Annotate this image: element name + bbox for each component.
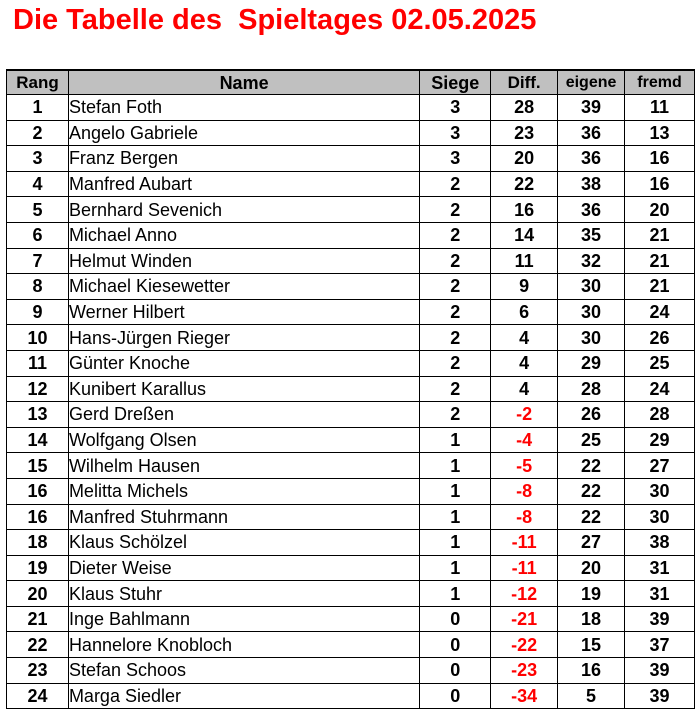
row-diff: -11 bbox=[491, 530, 558, 556]
row-own-points: 38 bbox=[558, 171, 625, 197]
row-opponent-points: 31 bbox=[625, 555, 695, 581]
row-own-points: 5 bbox=[558, 683, 625, 709]
row-diff: 23 bbox=[491, 120, 558, 146]
row-opponent-points: 25 bbox=[625, 350, 695, 376]
row-diff: -21 bbox=[491, 606, 558, 632]
row-wins: 2 bbox=[420, 376, 491, 402]
row-rank: 24 bbox=[7, 683, 69, 709]
row-wins: 1 bbox=[420, 504, 491, 530]
table-row bbox=[7, 325, 695, 351]
row-rank: 18 bbox=[7, 530, 69, 556]
row-wins: 0 bbox=[420, 658, 491, 684]
row-opponent-points: 16 bbox=[625, 146, 695, 172]
row-name: Kunibert Karallus bbox=[68, 376, 419, 402]
row-name: Hannelore Knobloch bbox=[68, 632, 419, 658]
row-diff: 6 bbox=[491, 299, 558, 325]
table-row bbox=[7, 683, 695, 709]
row-opponent-points: 26 bbox=[625, 325, 695, 351]
row-name: Marga Siedler bbox=[68, 683, 419, 709]
row-name: Michael Kiesewetter bbox=[68, 274, 419, 300]
row-name: Stefan Schoos bbox=[68, 658, 419, 684]
table-row bbox=[7, 453, 695, 479]
row-own-points: 35 bbox=[558, 222, 625, 248]
row-diff: 4 bbox=[491, 325, 558, 351]
row-opponent-points: 27 bbox=[625, 453, 695, 479]
row-opponent-points: 21 bbox=[625, 248, 695, 274]
table-row bbox=[7, 478, 695, 504]
row-diff: -34 bbox=[491, 683, 558, 709]
row-own-points: 28 bbox=[558, 376, 625, 402]
row-diff: 14 bbox=[491, 222, 558, 248]
row-opponent-points: 31 bbox=[625, 581, 695, 607]
row-diff: 4 bbox=[491, 376, 558, 402]
row-opponent-points: 37 bbox=[625, 632, 695, 658]
header-row bbox=[7, 70, 695, 95]
row-opponent-points: 11 bbox=[625, 95, 695, 121]
row-opponent-points: 39 bbox=[625, 683, 695, 709]
row-own-points: 22 bbox=[558, 453, 625, 479]
table-row bbox=[7, 427, 695, 453]
row-wins: 2 bbox=[420, 299, 491, 325]
row-own-points: 36 bbox=[558, 146, 625, 172]
row-opponent-points: 24 bbox=[625, 299, 695, 325]
row-own-points: 30 bbox=[558, 325, 625, 351]
table-row bbox=[7, 632, 695, 658]
row-rank: 15 bbox=[7, 453, 69, 479]
row-opponent-points: 13 bbox=[625, 120, 695, 146]
table-row bbox=[7, 555, 695, 581]
row-rank: 10 bbox=[7, 325, 69, 351]
row-wins: 1 bbox=[420, 581, 491, 607]
row-name: Wilhelm Hausen bbox=[68, 453, 419, 479]
table-row bbox=[7, 171, 695, 197]
row-rank: 20 bbox=[7, 581, 69, 607]
row-own-points: 22 bbox=[558, 504, 625, 530]
page-title: Die Tabelle des Spieltages 02.05.2025 bbox=[13, 4, 537, 36]
row-own-points: 16 bbox=[558, 658, 625, 684]
row-opponent-points: 24 bbox=[625, 376, 695, 402]
row-wins: 0 bbox=[420, 606, 491, 632]
row-own-points: 25 bbox=[558, 427, 625, 453]
row-wins: 2 bbox=[420, 274, 491, 300]
column-header-name: Name bbox=[68, 70, 419, 95]
row-rank: 23 bbox=[7, 658, 69, 684]
table-row bbox=[7, 274, 695, 300]
row-diff: -8 bbox=[491, 504, 558, 530]
row-wins: 1 bbox=[420, 478, 491, 504]
row-name: Angelo Gabriele bbox=[68, 120, 419, 146]
row-wins: 1 bbox=[420, 555, 491, 581]
row-name: Klaus Schölzel bbox=[68, 530, 419, 556]
row-wins: 1 bbox=[420, 530, 491, 556]
row-wins: 0 bbox=[420, 632, 491, 658]
row-own-points: 18 bbox=[558, 606, 625, 632]
row-rank: 6 bbox=[7, 222, 69, 248]
column-header-fremd: fremd bbox=[625, 70, 695, 95]
row-diff: -22 bbox=[491, 632, 558, 658]
row-diff: 4 bbox=[491, 350, 558, 376]
table-row bbox=[7, 197, 695, 223]
row-own-points: 39 bbox=[558, 95, 625, 121]
row-own-points: 26 bbox=[558, 402, 625, 428]
row-name: Wolfgang Olsen bbox=[68, 427, 419, 453]
row-wins: 2 bbox=[420, 197, 491, 223]
row-own-points: 20 bbox=[558, 555, 625, 581]
row-own-points: 15 bbox=[558, 632, 625, 658]
table-row bbox=[7, 376, 695, 402]
row-diff: 22 bbox=[491, 171, 558, 197]
row-opponent-points: 21 bbox=[625, 274, 695, 300]
table-row bbox=[7, 504, 695, 530]
row-rank: 2 bbox=[7, 120, 69, 146]
row-opponent-points: 29 bbox=[625, 427, 695, 453]
row-rank: 12 bbox=[7, 376, 69, 402]
row-rank: 13 bbox=[7, 402, 69, 428]
row-wins: 2 bbox=[420, 248, 491, 274]
row-name: Bernhard Sevenich bbox=[68, 197, 419, 223]
row-opponent-points: 39 bbox=[625, 658, 695, 684]
row-rank: 4 bbox=[7, 171, 69, 197]
row-opponent-points: 39 bbox=[625, 606, 695, 632]
table-row bbox=[7, 402, 695, 428]
row-wins: 1 bbox=[420, 427, 491, 453]
row-rank: 7 bbox=[7, 248, 69, 274]
row-diff: 20 bbox=[491, 146, 558, 172]
row-own-points: 22 bbox=[558, 478, 625, 504]
standings-table bbox=[6, 69, 695, 709]
row-wins: 3 bbox=[420, 146, 491, 172]
row-name: Gerd Dreßen bbox=[68, 402, 419, 428]
table-row bbox=[7, 530, 695, 556]
row-wins: 3 bbox=[420, 95, 491, 121]
row-rank: 9 bbox=[7, 299, 69, 325]
row-diff: -11 bbox=[491, 555, 558, 581]
row-rank: 22 bbox=[7, 632, 69, 658]
table-body bbox=[7, 95, 695, 709]
row-own-points: 30 bbox=[558, 274, 625, 300]
row-name: Stefan Foth bbox=[68, 95, 419, 121]
row-opponent-points: 16 bbox=[625, 171, 695, 197]
table-row bbox=[7, 350, 695, 376]
row-own-points: 36 bbox=[558, 120, 625, 146]
row-name: Hans-Jürgen Rieger bbox=[68, 325, 419, 351]
row-name: Dieter Weise bbox=[68, 555, 419, 581]
row-wins: 3 bbox=[420, 120, 491, 146]
row-rank: 16 bbox=[7, 478, 69, 504]
row-rank: 14 bbox=[7, 427, 69, 453]
row-own-points: 32 bbox=[558, 248, 625, 274]
table-row bbox=[7, 120, 695, 146]
column-header-diff: Diff. bbox=[491, 70, 558, 95]
row-diff: 11 bbox=[491, 248, 558, 274]
row-opponent-points: 21 bbox=[625, 222, 695, 248]
row-diff: -12 bbox=[491, 581, 558, 607]
row-name: Inge Bahlmann bbox=[68, 606, 419, 632]
row-rank: 8 bbox=[7, 274, 69, 300]
table-row bbox=[7, 658, 695, 684]
table-row bbox=[7, 299, 695, 325]
row-opponent-points: 30 bbox=[625, 478, 695, 504]
row-own-points: 30 bbox=[558, 299, 625, 325]
row-wins: 2 bbox=[420, 402, 491, 428]
row-diff: -5 bbox=[491, 453, 558, 479]
row-name: Manfred Stuhrmann bbox=[68, 504, 419, 530]
table-row bbox=[7, 606, 695, 632]
row-name: Günter Knoche bbox=[68, 350, 419, 376]
row-own-points: 19 bbox=[558, 581, 625, 607]
row-rank: 16 bbox=[7, 504, 69, 530]
table-header bbox=[7, 70, 695, 95]
row-wins: 2 bbox=[420, 325, 491, 351]
row-name: Werner Hilbert bbox=[68, 299, 419, 325]
row-own-points: 27 bbox=[558, 530, 625, 556]
table-row bbox=[7, 222, 695, 248]
table-row bbox=[7, 581, 695, 607]
row-name: Klaus Stuhr bbox=[68, 581, 419, 607]
row-diff: 9 bbox=[491, 274, 558, 300]
row-wins: 2 bbox=[420, 222, 491, 248]
table-row bbox=[7, 146, 695, 172]
table-row bbox=[7, 95, 695, 121]
row-opponent-points: 30 bbox=[625, 504, 695, 530]
column-header-eigene: eigene bbox=[558, 70, 625, 95]
row-name: Franz Bergen bbox=[68, 146, 419, 172]
row-name: Manfred Aubart bbox=[68, 171, 419, 197]
row-rank: 11 bbox=[7, 350, 69, 376]
row-rank: 19 bbox=[7, 555, 69, 581]
row-rank: 21 bbox=[7, 606, 69, 632]
column-header-siege: Siege bbox=[420, 70, 491, 95]
row-diff: -23 bbox=[491, 658, 558, 684]
row-opponent-points: 28 bbox=[625, 402, 695, 428]
row-diff: 28 bbox=[491, 95, 558, 121]
row-name: Helmut Winden bbox=[68, 248, 419, 274]
row-diff: 16 bbox=[491, 197, 558, 223]
row-wins: 2 bbox=[420, 350, 491, 376]
row-own-points: 36 bbox=[558, 197, 625, 223]
column-header-rang: Rang bbox=[7, 70, 69, 95]
row-diff: -4 bbox=[491, 427, 558, 453]
row-diff: -8 bbox=[491, 478, 558, 504]
row-wins: 1 bbox=[420, 453, 491, 479]
row-name: Michael Anno bbox=[68, 222, 419, 248]
table-row bbox=[7, 248, 695, 274]
row-rank: 1 bbox=[7, 95, 69, 121]
row-rank: 5 bbox=[7, 197, 69, 223]
row-diff: -2 bbox=[491, 402, 558, 428]
row-name: Melitta Michels bbox=[68, 478, 419, 504]
row-own-points: 29 bbox=[558, 350, 625, 376]
row-rank: 3 bbox=[7, 146, 69, 172]
row-opponent-points: 38 bbox=[625, 530, 695, 556]
row-wins: 0 bbox=[420, 683, 491, 709]
row-wins: 2 bbox=[420, 171, 491, 197]
row-opponent-points: 20 bbox=[625, 197, 695, 223]
